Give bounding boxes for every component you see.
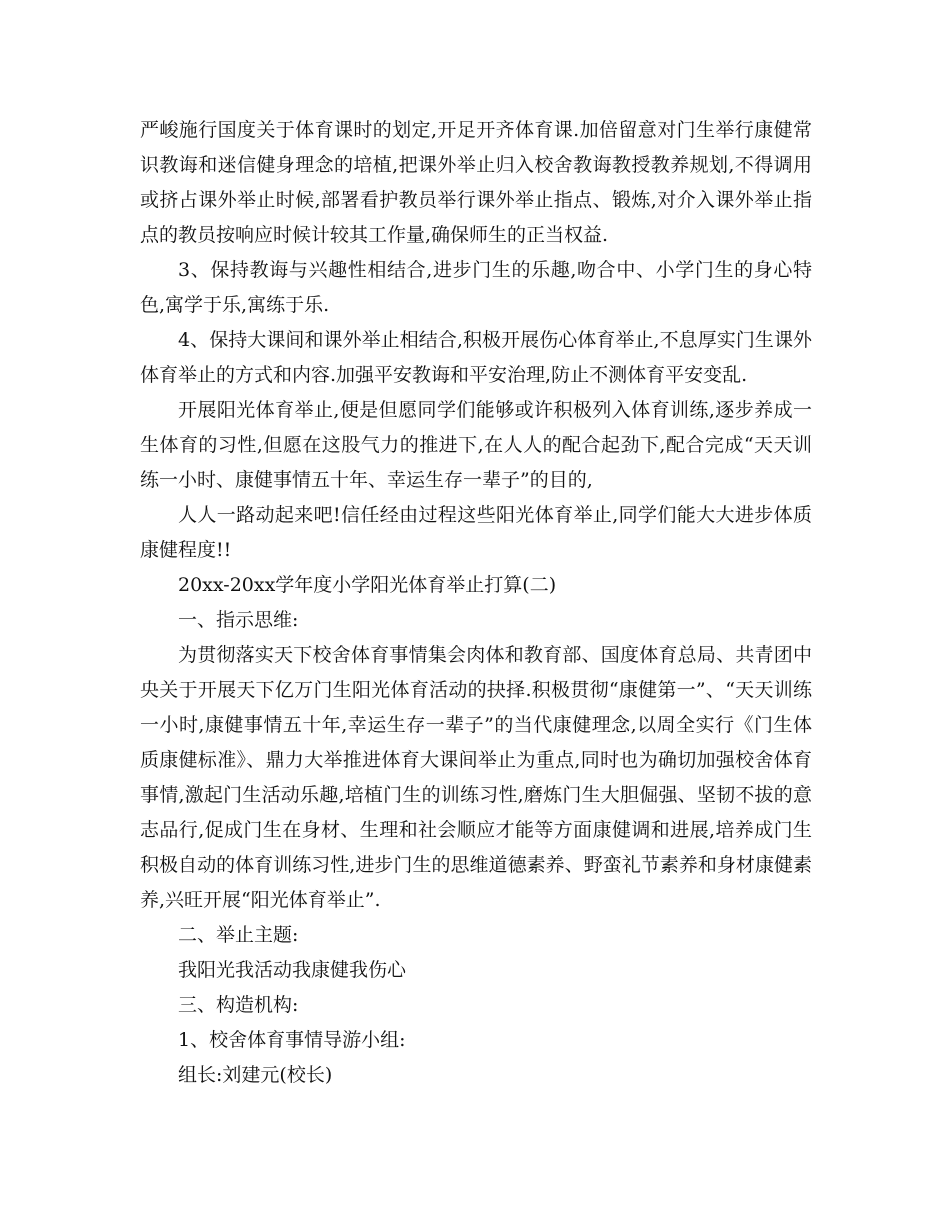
document-page	[140, 113, 812, 1093]
heading-activity-theme: 二、举止主题:	[178, 924, 299, 946]
paragraph-call-to-action: 人人一路动起来吧!信任经由过程这些阳光体育举止,同学们能大大进步体质康健程度!!	[140, 504, 812, 561]
paragraph-sunshine-sports: 开展阳光体育举止,便是但愿同学们能够或许积极列入体育训练,逐步养成一生体育的习性,但愿在这股气力的推进下,在人人的配合起劲下,配合完成“天天训练一小时、康健事情五十年、幸运生存一辈子”的目的,	[140, 399, 812, 491]
heading-organization: 三、构造机构:	[178, 994, 299, 1016]
paragraph-item-4: 4、保持大课间和课外举止相结合,积极开展伤心体育举止,不息厚实门生课外体育举止的方式和内容.加强平安教诲和平安治理,防止不测体育平安变乱.	[140, 329, 812, 386]
heading-guiding-thought: 一、指示思维:	[178, 609, 299, 631]
paragraph-guiding-thought: 为贯彻落实天下校舍体育事情集会肉体和教育部、国度体育总局、共青团中央关于开展天下亿万门生阳光体育活动的抉择.积极贯彻“康健第一”、“天天训练一小时,康健事情五十年,幸运生存一辈子”的当代康健理念,以周全实行《门生体质康健标准》、鼎力大举推进体育大课间举止为重点,同时也为确切加强校舍体育事情,激起门生活动乐趣,培植门生的训练习性,磨炼门生大胆倔强、坚韧不拔的意志品行,促成门生在身材、生理和社会顺应才能等方面康健调和进展,培养成门生积极自动的体育训练习性,进步门生的思维道德素养、野蛮礼节素养和身材康健素养,兴旺开展“阳光体育举止”.	[140, 644, 812, 911]
section-title-2: 20xx-20xx学年度小学阳光体育举止打算(二)	[178, 574, 557, 596]
activity-theme-text: 我阳光我活动我康健我伤心	[178, 959, 407, 981]
paragraph-item-3: 3、保持教诲与兴趣性相结合,进步门生的乐趣,吻合中、小学门生的身心特色,寓学于乐,寓练于乐.	[140, 259, 812, 316]
group-leader-line: 组长:刘建元(校长)	[178, 1064, 333, 1086]
heading-leading-group: 1、校舍体育事情导游小组:	[178, 1029, 406, 1051]
paragraph-continued: 严峻施行国度关于体育课时的划定,开足开齐体育课.加倍留意对门生举行康健常识教诲和迷信健身理念的培植,把课外举止归入校舍教诲教授教养规划,不得调用或挤占课外举止时候,部署看护教员举行课外举止指点、锻炼,对介入课外举止指点的教员按响应时候计较其工作量,确保师生的正当权益.	[140, 119, 812, 246]
